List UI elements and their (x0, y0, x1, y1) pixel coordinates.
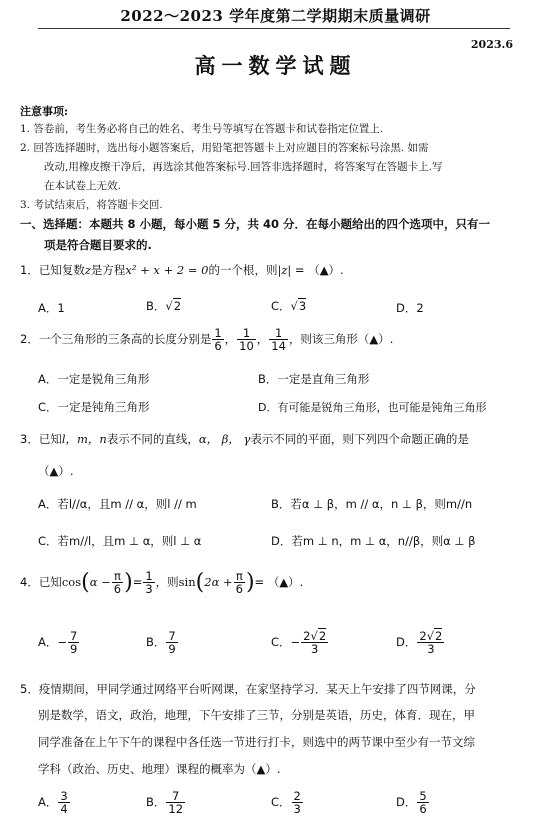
numerator: 3 (60, 789, 68, 803)
numerator: 7 (70, 629, 78, 643)
q4-pi-over-6 (112, 570, 123, 595)
page-title: 高一数学试题 (194, 53, 357, 78)
q1-option-d: D．2 (396, 301, 424, 315)
q2-frac-3 (269, 327, 288, 352)
sqrt-sign: √ (426, 629, 435, 643)
paren-open: ( (195, 570, 205, 596)
alpha-minus: α − (89, 575, 111, 590)
sqrt-sign: √ (165, 299, 173, 313)
question-5-line-3: 同学准备在上午下午的课程中各任选一节进行打卡，则选中的两节课中至少有一节文综 (38, 735, 475, 749)
notice-heading: 注意事项: (20, 105, 69, 118)
question-5: 5．疫情期间，甲同学通过网络平台听网课，在家坚持学习．某天上午安排了四节网课，分 (20, 682, 476, 696)
exam-date: 2023.6 (470, 38, 513, 51)
q1-text: 1．已知复数 (20, 263, 85, 277)
q2-option-c: C．一定是钝角三角形 (38, 400, 150, 414)
question-4 (20, 570, 303, 595)
q4-option-c (271, 630, 329, 655)
notice-item-3: 3. 考试结束后，将答题卡交回. (20, 199, 163, 211)
paren-close: ) (245, 570, 255, 596)
frac (58, 790, 69, 815)
denominator: 9 (70, 642, 78, 657)
numerator: 1 (237, 327, 256, 340)
notice-item-2: 2. 回答选择题时，选出每小题答案后，用铅笔把答题卡上对应题目的答案标号涂黑. 如需 (20, 142, 429, 154)
option-label: D． (396, 635, 417, 650)
q1-modulus: |z| (277, 263, 292, 277)
radicand: 2 (173, 299, 182, 313)
q3-planes: α， β， γ (198, 432, 251, 446)
q2-text: 2．一个三角形的三条高的长度分别是 (20, 332, 212, 347)
frac (417, 790, 428, 815)
q4-option-a (38, 630, 80, 655)
q2-frac-2 (237, 327, 256, 352)
paren-close: ) (124, 570, 133, 596)
q1-equation: x² + x + 2 = 0 (125, 263, 209, 277)
coefficient: 2 (419, 629, 427, 643)
numerator: π (234, 570, 245, 583)
numerator: 5 (419, 789, 427, 803)
denominator: 3 (145, 582, 153, 597)
notice-item-2-cont: 改动,用橡皮擦干净后，再选涂其他答案标号.回答非选择题时，将答案写在答题卡上.写 (44, 161, 443, 173)
frac (68, 630, 79, 655)
denominator: 3 (427, 642, 435, 657)
question-5-line-2: 别是数学，语文，政治，地理，下午安排了三节，分别是英语，历史，体育．现在，甲 (38, 708, 475, 722)
option-label: C． (271, 299, 291, 313)
q3-option-d: D．若m ⊥ n，m ⊥ α，n//β，则α ⊥ β (271, 534, 476, 548)
option-label: C． (271, 635, 291, 650)
question-2 (20, 327, 393, 352)
option-label: A． (38, 635, 58, 650)
q1-text-mid: 是方程 (90, 263, 126, 277)
sqrt-sign: √ (290, 299, 298, 313)
q1-option-b (146, 298, 181, 314)
numerator: π (112, 570, 123, 583)
sqrt-sign: √ (310, 629, 318, 643)
q1-text-post: 的一个根，则 (208, 263, 278, 277)
denominator: 3 (311, 642, 319, 657)
question-3-cont: （▲）. (38, 464, 74, 478)
frac (166, 630, 177, 655)
q2-option-b: B．一定是直角三角形 (258, 372, 370, 386)
question-1 (20, 262, 344, 278)
q3-option-c: C．若m//l，且m ⊥ α，则l ⊥ α (38, 534, 202, 548)
comma: ， (224, 332, 237, 347)
denominator: 6 (235, 582, 243, 597)
q2-text-post: ，则该三角形（▲）. (288, 332, 394, 347)
option-label: B． (146, 795, 166, 810)
option-label: D． (396, 795, 417, 810)
frac (417, 630, 444, 655)
notice-item-2-cont2: 在本试卷上无效. (44, 180, 121, 192)
q3-lines: l，m，n (61, 432, 107, 446)
q4-option-b (146, 630, 179, 655)
numerator: 7 (166, 790, 185, 803)
numerator: 1 (214, 326, 222, 340)
option-label: C． (271, 795, 291, 810)
denominator: 6 (214, 339, 222, 354)
notice-item-1: 1. 答卷前，考生务必将自己的姓名、考生号等填写在答题卡和试卷指定位置上. (20, 123, 384, 135)
cos-fn: cos (61, 575, 82, 590)
section-heading: 一、选择题：本题共 8 小题，每小题 5 分，共 40 分．在每小题给出的四个选项中，只有一 (20, 217, 491, 231)
denominator: 14 (271, 339, 286, 354)
equals: = (132, 575, 143, 590)
q3-option-b: B．若α ⊥ β，m // α，n ⊥ β，则m//n (271, 497, 473, 511)
q5-option-b (146, 790, 186, 815)
denominator: 3 (293, 802, 301, 817)
numerator: 1 (145, 569, 153, 583)
q1-option-c (271, 298, 306, 314)
radicand: 2 (318, 629, 327, 643)
numerator: 2 (293, 789, 301, 803)
numerator: 1 (269, 327, 288, 340)
q1-var: z (84, 263, 91, 277)
q3-option-a: A．若l//α，且m // α，则l // m (38, 497, 197, 511)
frac (292, 790, 303, 815)
header-rule (38, 28, 510, 29)
minus-sign: − (290, 635, 301, 650)
numerator: 7 (168, 629, 176, 643)
section-heading-cont: 项是符合题目要求的. (44, 238, 152, 252)
q3-text: 3．已知 (20, 432, 62, 446)
denominator: 9 (168, 642, 176, 657)
q5-option-a (38, 790, 71, 815)
frac (301, 630, 328, 655)
q4-text-post: = （▲）. (254, 575, 304, 590)
option-label: B． (146, 299, 166, 313)
q4-then: ，则 (155, 575, 179, 590)
option-label: B． (146, 635, 166, 650)
radicand: 3 (298, 299, 307, 313)
q1-tail: = （▲）. (291, 263, 344, 277)
option-label: A． (38, 795, 58, 810)
comma: ， (256, 332, 269, 347)
q2-frac-1 (212, 327, 223, 352)
paren-open: ( (81, 570, 90, 596)
q5-option-c (271, 790, 304, 815)
sin-fn: sin (178, 575, 196, 590)
q5-option-d (396, 790, 430, 815)
q4-one-third (143, 570, 154, 595)
question-3 (20, 431, 469, 447)
exam-header: 2022～2023 学年度第二学期期末质量调研 (120, 7, 431, 25)
coefficient: 2 (303, 629, 311, 643)
q4-pi-over-6-b (234, 570, 245, 595)
denominator: 6 (419, 802, 427, 817)
q3-text-mid: 表示不同的直线， (106, 432, 199, 446)
q4-text: 4．已知 (20, 575, 62, 590)
denominator: 6 (113, 582, 122, 597)
denominator: 12 (168, 802, 184, 817)
q4-option-d (396, 630, 445, 655)
q2-option-a: A．一定是锐角三角形 (38, 372, 150, 386)
q3-text-post: 表示不同的平面，则下列四个命题正确的是 (250, 432, 469, 446)
radicand: 2 (435, 629, 443, 643)
two-alpha-plus: 2α + (204, 575, 233, 590)
question-5-line-4: 学科（政治、历史、地理）课程的概率为（▲）. (38, 762, 281, 776)
q2-option-d: D．有可能是锐角三角形，也可能是钝角三角形 (258, 401, 487, 414)
denominator: 10 (239, 339, 254, 354)
denominator: 4 (60, 802, 68, 817)
minus-sign: − (57, 635, 68, 650)
frac (166, 790, 185, 815)
q1-option-a: A．1 (38, 301, 65, 315)
